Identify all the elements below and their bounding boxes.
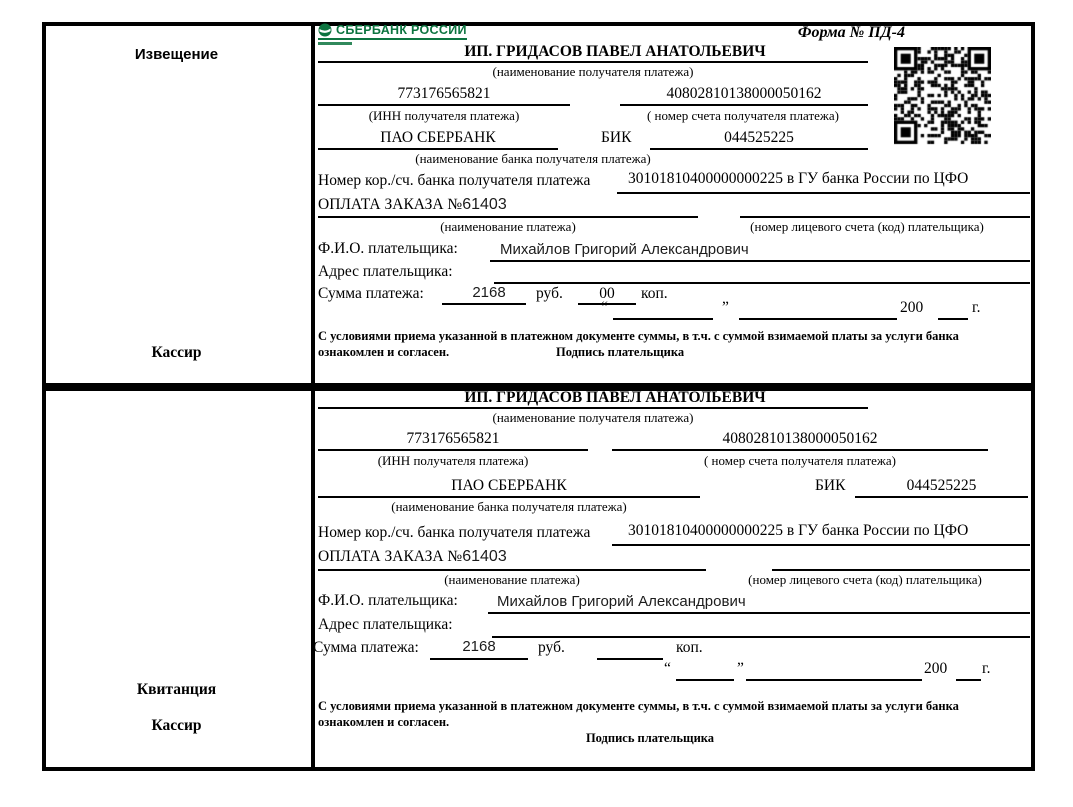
corr-account-label: Номер кор./сч. банка получателя платежа	[318, 172, 591, 189]
date-quote-close: ”	[722, 299, 729, 316]
form-number: Форма № ПД-4	[797, 24, 905, 41]
rub-label: руб.	[538, 639, 565, 656]
bik-value: 044525225	[724, 129, 794, 146]
sberbank-emblem-icon	[318, 23, 332, 37]
bik-label: БИК	[815, 477, 846, 494]
bank-logo-text: СБЕРБАНК РОССИИ	[336, 23, 467, 37]
sum-rub-value: 2168	[462, 638, 496, 655]
corr-account-underline	[617, 192, 1030, 194]
payer-fio-label: Ф.И.О. плательщика:	[318, 592, 458, 609]
recipient-underline	[318, 61, 868, 63]
bank-name-caption: (наименование банка получателя платежа)	[391, 499, 627, 514]
payer-fio-value: Михайлов Григорий Александрович	[500, 241, 749, 258]
account-underline	[620, 104, 868, 106]
payer-fio-underline	[488, 612, 1030, 614]
receipt-side-label: Квитанция	[136, 681, 217, 698]
agreement-line1: С условиями приема указанной в платежном документе суммы, в т.ч. с суммой взимаемой платы за услуги банка	[318, 699, 959, 713]
date-month-underline	[739, 318, 897, 320]
payment-purpose-label: ОПЛАТА ЗАКАЗА №	[318, 196, 463, 213]
personal-account-caption: (номер лицевого счета (код) плательщика)	[748, 572, 982, 587]
recipient-name: ИП. ГРИДАСОВ ПАВЕЛ АНАТОЛЬЕВИЧ	[464, 389, 766, 406]
personal-account-underline	[740, 216, 1030, 218]
inn-value: 773176565821	[397, 85, 491, 102]
date-year-suffix: г.	[972, 299, 981, 316]
inn-underline	[318, 104, 570, 106]
account-underline	[612, 449, 988, 451]
notice-side-label: Извещение	[134, 46, 219, 63]
date-year-underline	[938, 318, 968, 320]
agreement-line2: ознакомлен и согласен.	[318, 345, 450, 359]
date-year-suffix: г.	[982, 660, 991, 677]
sum-label: Сумма платежа:	[318, 285, 424, 302]
payment-purpose-caption: (наименование платежа)	[440, 219, 576, 234]
bik-value: 044525225	[906, 477, 977, 494]
account-value: 40802810138000050162	[666, 85, 822, 102]
column-divider	[311, 22, 315, 771]
payment-purpose-label: ОПЛАТА ЗАКАЗА №	[318, 548, 463, 565]
signature-label: Подпись плательщика	[556, 345, 685, 359]
payer-address-underline	[494, 282, 1030, 284]
sum-rub-value: 2168	[472, 284, 506, 301]
sum-kop-value: 00	[599, 285, 615, 302]
bik-underline	[855, 496, 1028, 498]
date-year-prefix: 200	[900, 299, 924, 316]
corr-account-label: Номер кор./сч. банка получателя платежа	[318, 524, 591, 541]
bank-name-underline	[318, 496, 700, 498]
payer-address-label: Адрес плательщика:	[318, 263, 453, 280]
bank-logo	[318, 23, 467, 43]
notice-cashier-label: Кассир	[151, 344, 202, 361]
account-value: 40802810138000050162	[722, 430, 878, 447]
payment-purpose-underline	[318, 569, 706, 571]
bik-underline	[650, 148, 868, 150]
rub-label: руб.	[536, 285, 563, 302]
account-caption: ( номер счета получателя платежа)	[703, 453, 897, 468]
order-number: 61403	[462, 196, 507, 213]
sum-rub-underline	[430, 658, 528, 660]
date-day-underline	[676, 679, 734, 681]
kop-label: коп.	[676, 639, 703, 656]
inn-value: 773176565821	[406, 430, 500, 447]
payer-fio-underline	[490, 260, 1030, 262]
qr-code	[894, 47, 991, 147]
account-caption: ( номер счета получателя платежа)	[646, 108, 840, 123]
recipient-caption: (наименование получателя платежа)	[492, 64, 694, 79]
bank-name-underline	[318, 148, 558, 150]
sum-kop-underline	[597, 658, 663, 660]
inn-caption: (ИНН получателя платежа)	[368, 108, 520, 123]
corr-account-underline	[612, 544, 1030, 546]
recipient-underline	[318, 407, 868, 409]
agreement-line1: С условиями приема указанной в платежном документе суммы, в т.ч. с суммой взимаемой платы за услуги банка	[318, 329, 959, 343]
corr-account-value: 30101810400000000225 в ГУ банка России по ЦФО	[628, 170, 969, 187]
bank-name-value: ПАО СБЕРБАНК	[380, 129, 496, 146]
sum-rub-underline	[442, 303, 526, 305]
payer-address-underline	[492, 636, 1030, 638]
payment-purpose-underline	[318, 216, 698, 218]
date-quote-open: “	[664, 660, 671, 677]
inn-underline	[318, 449, 588, 451]
payment-purpose	[318, 196, 507, 214]
date-year-prefix: 200	[924, 660, 948, 677]
date-quote-open: “	[601, 299, 608, 316]
payer-fio-label: Ф.И.О. плательщика:	[318, 240, 458, 257]
order-number: 61403	[462, 548, 507, 565]
bank-name-caption: (наименование банка получателя платежа)	[415, 151, 651, 166]
date-month-underline	[746, 679, 922, 681]
signature-label: Подпись плательщика	[585, 731, 715, 745]
payment-purpose	[318, 548, 507, 566]
agreement-line2: ознакомлен и согласен.	[318, 715, 450, 729]
bank-name-value: ПАО СБЕРБАНК	[451, 477, 567, 494]
payment-purpose-caption: (наименование платежа)	[444, 572, 580, 587]
corr-account-value: 30101810400000000225 в ГУ банка России по ЦФО	[628, 522, 969, 539]
personal-account-underline	[772, 569, 1030, 571]
date-quote-close: ”	[737, 660, 744, 677]
date-day-underline	[613, 318, 713, 320]
receipt-cashier-label: Кассир	[151, 717, 202, 734]
recipient-caption: (наименование получателя платежа)	[492, 410, 694, 425]
payer-fio-value: Михайлов Григорий Александрович	[497, 593, 746, 610]
date-year-underline	[956, 679, 981, 681]
inn-caption: (ИНН получателя платежа)	[377, 453, 529, 468]
sum-label: Сумма платежа:	[313, 639, 419, 656]
personal-account-caption: (номер лицевого счета (код) плательщика)	[750, 219, 984, 234]
kop-label: коп.	[641, 285, 668, 302]
bik-label: БИК	[601, 129, 632, 146]
payer-address-label: Адрес плательщика:	[318, 616, 453, 633]
recipient-name: ИП. ГРИДАСОВ ПАВЕЛ АНАТОЛЬЕВИЧ	[464, 43, 766, 60]
